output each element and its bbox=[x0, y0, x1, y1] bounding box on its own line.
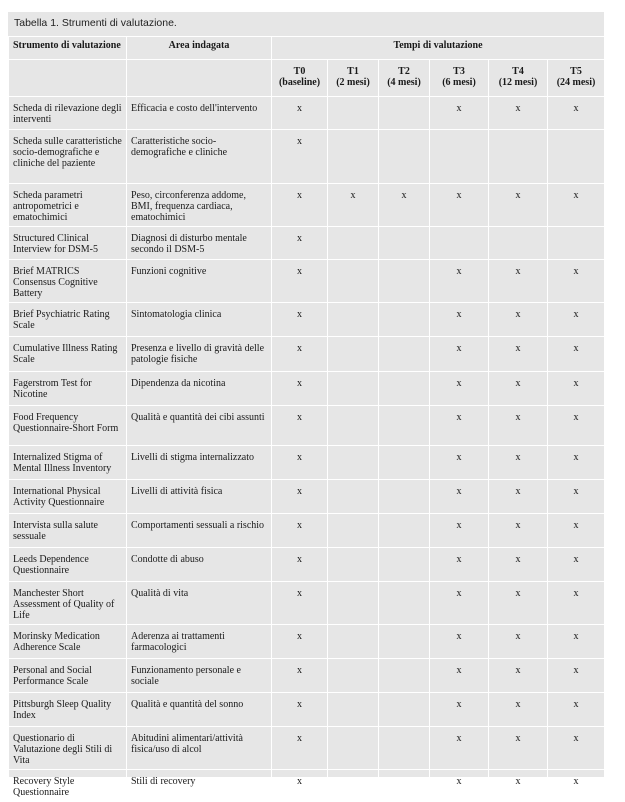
area-cell: Presenza e livello di gravità delle patologie fisiche bbox=[127, 337, 272, 372]
timepoint-mark-t4: x bbox=[489, 303, 548, 337]
timepoint-mark-t4: x bbox=[489, 770, 548, 802]
area-cell: Diagnosi di disturbo mentale secondo il DSM-5 bbox=[127, 227, 272, 260]
timepoint-mark-t3: x bbox=[430, 582, 489, 625]
header-time-t3 bbox=[430, 60, 489, 97]
timepoint-mark-t3: x bbox=[430, 727, 489, 770]
timepoint-mark-t5: x bbox=[548, 406, 605, 446]
timepoint-mark-t1 bbox=[328, 130, 379, 184]
header-row-group bbox=[9, 37, 605, 60]
timepoint-mark-t4: x bbox=[489, 184, 548, 227]
assessment-table bbox=[8, 36, 605, 802]
timepoint-mark-t0: x bbox=[272, 184, 328, 227]
timepoint-mark-t0: x bbox=[272, 514, 328, 548]
table-row bbox=[9, 693, 605, 727]
timepoint-mark-t4: x bbox=[489, 693, 548, 727]
timepoint-mark-t2 bbox=[379, 130, 430, 184]
table-row bbox=[9, 97, 605, 130]
timepoint-mark-t5: x bbox=[548, 260, 605, 303]
timepoint-mark-t2 bbox=[379, 303, 430, 337]
area-cell: Aderenza ai trattamenti farmacologici bbox=[127, 625, 272, 659]
time-label: T2 bbox=[398, 66, 410, 77]
table-row bbox=[9, 480, 605, 514]
timepoint-mark-t2 bbox=[379, 446, 430, 480]
timepoint-mark-t3: x bbox=[430, 260, 489, 303]
area-cell: Dipendenza da nicotina bbox=[127, 372, 272, 406]
timepoint-mark-t1 bbox=[328, 260, 379, 303]
instrument-cell: Structured Clinical Interview for DSM-5 bbox=[9, 227, 127, 260]
time-sublabel: (6 mesi) bbox=[442, 77, 476, 88]
area-cell: Condotte di abuso bbox=[127, 548, 272, 582]
timepoint-mark-t3: x bbox=[430, 659, 489, 693]
header-instrument: Strumento di valutazione bbox=[9, 37, 127, 60]
timepoint-mark-t2 bbox=[379, 659, 430, 693]
timepoint-mark-t4: x bbox=[489, 372, 548, 406]
timepoint-mark-t5 bbox=[548, 130, 605, 184]
table-row bbox=[9, 625, 605, 659]
table-row bbox=[9, 260, 605, 303]
timepoint-mark-t3: x bbox=[430, 337, 489, 372]
timepoint-mark-t2 bbox=[379, 406, 430, 446]
timepoint-mark-t1 bbox=[328, 97, 379, 130]
table-row bbox=[9, 130, 605, 184]
timepoint-mark-t5: x bbox=[548, 625, 605, 659]
timepoint-mark-t1: x bbox=[328, 184, 379, 227]
timepoint-mark-t0: x bbox=[272, 446, 328, 480]
timepoint-mark-t4: x bbox=[489, 727, 548, 770]
table-container bbox=[8, 12, 604, 798]
timepoint-mark-t1 bbox=[328, 625, 379, 659]
area-cell: Livelli di attività fisica bbox=[127, 480, 272, 514]
timepoint-mark-t4: x bbox=[489, 337, 548, 372]
timepoint-mark-t1 bbox=[328, 227, 379, 260]
timepoint-mark-t0: x bbox=[272, 372, 328, 406]
timepoint-mark-t4: x bbox=[489, 260, 548, 303]
timepoint-mark-t0: x bbox=[272, 337, 328, 372]
timepoint-mark-t5: x bbox=[548, 727, 605, 770]
timepoint-mark-t0: x bbox=[272, 548, 328, 582]
timepoint-mark-t2 bbox=[379, 693, 430, 727]
timepoint-mark-t5: x bbox=[548, 337, 605, 372]
table-row bbox=[9, 337, 605, 372]
timepoint-mark-t5: x bbox=[548, 514, 605, 548]
timepoint-mark-t2 bbox=[379, 582, 430, 625]
instrument-cell: Leeds Dependence Questionnaire bbox=[9, 548, 127, 582]
area-cell: Sintomatologia clinica bbox=[127, 303, 272, 337]
timepoint-mark-t3: x bbox=[430, 184, 489, 227]
area-cell: Qualità e quantità del sonno bbox=[127, 693, 272, 727]
instrument-cell: Fagerstrom Test for Nicotine bbox=[9, 372, 127, 406]
timepoint-mark-t0: x bbox=[272, 582, 328, 625]
header-time-t4 bbox=[489, 60, 548, 97]
table-row bbox=[9, 514, 605, 548]
table-row bbox=[9, 582, 605, 625]
timepoint-mark-t0: x bbox=[272, 727, 328, 770]
time-label: T3 bbox=[453, 66, 465, 77]
time-label: T1 bbox=[347, 66, 359, 77]
timepoint-mark-t1 bbox=[328, 446, 379, 480]
instrument-cell: Scheda di rilevazione degli interventi bbox=[9, 97, 127, 130]
header-blank bbox=[127, 60, 272, 97]
timepoint-mark-t0: x bbox=[272, 770, 328, 802]
table-row bbox=[9, 227, 605, 260]
timepoint-mark-t5: x bbox=[548, 659, 605, 693]
timepoint-mark-t0: x bbox=[272, 659, 328, 693]
table-row bbox=[9, 184, 605, 227]
timepoint-mark-t4: x bbox=[489, 659, 548, 693]
timepoint-mark-t4: x bbox=[489, 97, 548, 130]
table-row bbox=[9, 303, 605, 337]
header-time-t5 bbox=[548, 60, 605, 97]
table-body bbox=[9, 97, 605, 802]
table-caption: Tabella 1. Strumenti di valutazione. bbox=[14, 17, 177, 29]
timepoint-mark-t5: x bbox=[548, 372, 605, 406]
timepoint-mark-t2 bbox=[379, 727, 430, 770]
instrument-cell: Personal and Social Performance Scale bbox=[9, 659, 127, 693]
timepoint-mark-t2 bbox=[379, 625, 430, 659]
timepoint-mark-t1 bbox=[328, 693, 379, 727]
header-area: Area indagata bbox=[127, 37, 272, 60]
time-label: T5 bbox=[570, 66, 582, 77]
timepoint-mark-t5: x bbox=[548, 548, 605, 582]
timepoint-mark-t2 bbox=[379, 227, 430, 260]
area-cell: Stili di recovery bbox=[127, 770, 272, 802]
timepoint-mark-t0: x bbox=[272, 480, 328, 514]
timepoint-mark-t3 bbox=[430, 227, 489, 260]
instrument-cell: International Physical Activity Questionnaire bbox=[9, 480, 127, 514]
timepoint-mark-t4 bbox=[489, 130, 548, 184]
timepoint-mark-t1 bbox=[328, 582, 379, 625]
timepoint-mark-t3: x bbox=[430, 303, 489, 337]
area-cell: Peso, circonferenza addome, BMI, frequenza cardiaca, ematochimici bbox=[127, 184, 272, 227]
timepoint-mark-t3: x bbox=[430, 693, 489, 727]
timepoint-mark-t2 bbox=[379, 548, 430, 582]
timepoint-mark-t1 bbox=[328, 548, 379, 582]
timepoint-mark-t1 bbox=[328, 727, 379, 770]
timepoint-mark-t5: x bbox=[548, 770, 605, 802]
instrument-cell: Cumulative Illness Rating Scale bbox=[9, 337, 127, 372]
instrument-cell: Brief Psychiatric Rating Scale bbox=[9, 303, 127, 337]
timepoint-mark-t0: x bbox=[272, 693, 328, 727]
header-time-t2 bbox=[379, 60, 430, 97]
timepoint-mark-t4: x bbox=[489, 480, 548, 514]
timepoint-mark-t0: x bbox=[272, 625, 328, 659]
area-cell: Qualità e quantità dei cibi assunti bbox=[127, 406, 272, 446]
table-row bbox=[9, 727, 605, 770]
timepoint-mark-t3: x bbox=[430, 514, 489, 548]
header-blank bbox=[9, 60, 127, 97]
timepoint-mark-t2 bbox=[379, 480, 430, 514]
timepoint-mark-t0: x bbox=[272, 406, 328, 446]
timepoint-mark-t3: x bbox=[430, 97, 489, 130]
timepoint-mark-t4: x bbox=[489, 514, 548, 548]
area-cell: Qualità di vita bbox=[127, 582, 272, 625]
area-cell: Funzioni cognitive bbox=[127, 260, 272, 303]
instrument-cell: Manchester Short Assessment of Quality of Life bbox=[9, 582, 127, 625]
timepoint-mark-t4: x bbox=[489, 625, 548, 659]
timepoint-mark-t5: x bbox=[548, 693, 605, 727]
time-sublabel: (12 mesi) bbox=[498, 77, 538, 88]
area-cell: Efficacia e costo dell'intervento bbox=[127, 97, 272, 130]
time-label: T4 bbox=[512, 66, 524, 77]
timepoint-mark-t5: x bbox=[548, 480, 605, 514]
timepoint-mark-t1 bbox=[328, 659, 379, 693]
timepoint-mark-t2 bbox=[379, 514, 430, 548]
time-sublabel: (baseline) bbox=[278, 77, 321, 88]
instrument-cell: Recovery Style Questionnaire bbox=[9, 770, 127, 802]
table-row bbox=[9, 372, 605, 406]
timepoint-mark-t3: x bbox=[430, 625, 489, 659]
table-row bbox=[9, 659, 605, 693]
timepoint-mark-t1 bbox=[328, 406, 379, 446]
timepoint-mark-t4 bbox=[489, 227, 548, 260]
area-cell: Funzionamento personale e sociale bbox=[127, 659, 272, 693]
timepoint-mark-t5: x bbox=[548, 446, 605, 480]
header-row-times bbox=[9, 60, 605, 97]
area-cell: Livelli di stigma internalizzato bbox=[127, 446, 272, 480]
timepoint-mark-t0: x bbox=[272, 97, 328, 130]
instrument-cell: Food Frequency Questionnaire-Short Form bbox=[9, 406, 127, 446]
timepoint-mark-t3: x bbox=[430, 446, 489, 480]
area-cell: Comportamenti sessuali a rischio bbox=[127, 514, 272, 548]
timepoint-mark-t5 bbox=[548, 227, 605, 260]
timepoint-mark-t5: x bbox=[548, 184, 605, 227]
instrument-cell: Brief MATRICS Consensus Cognitive Battery bbox=[9, 260, 127, 303]
timepoint-mark-t2: x bbox=[379, 184, 430, 227]
instrument-cell: Scheda parametri antropometrici e ematochimici bbox=[9, 184, 127, 227]
instrument-cell: Pittsburgh Sleep Quality Index bbox=[9, 693, 127, 727]
timepoint-mark-t1 bbox=[328, 514, 379, 548]
timepoint-mark-t5: x bbox=[548, 582, 605, 625]
header-time-t0 bbox=[272, 60, 328, 97]
timepoint-mark-t2 bbox=[379, 260, 430, 303]
instrument-cell: Intervista sulla salute sessuale bbox=[9, 514, 127, 548]
timepoint-mark-t5: x bbox=[548, 303, 605, 337]
timepoint-mark-t0: x bbox=[272, 130, 328, 184]
table-row bbox=[9, 446, 605, 480]
timepoint-mark-t1 bbox=[328, 303, 379, 337]
timepoint-mark-t0: x bbox=[272, 303, 328, 337]
timepoint-mark-t4: x bbox=[489, 446, 548, 480]
timepoint-mark-t4: x bbox=[489, 582, 548, 625]
timepoint-mark-t1 bbox=[328, 372, 379, 406]
header-time-t1 bbox=[328, 60, 379, 97]
timepoint-mark-t4: x bbox=[489, 548, 548, 582]
time-sublabel: (24 mesi) bbox=[556, 77, 596, 88]
timepoint-mark-t2 bbox=[379, 337, 430, 372]
timepoint-mark-t3 bbox=[430, 130, 489, 184]
instrument-cell: Questionario di Valutazione degli Stili di Vita bbox=[9, 727, 127, 770]
timepoint-mark-t1 bbox=[328, 337, 379, 372]
timepoint-mark-t1 bbox=[328, 770, 379, 802]
table-row bbox=[9, 770, 605, 802]
table-row bbox=[9, 406, 605, 446]
time-sublabel: (4 mesi) bbox=[387, 77, 421, 88]
area-cell: Caratteristiche socio-demografiche e cliniche bbox=[127, 130, 272, 184]
header-times-group: Tempi di valutazione bbox=[272, 37, 605, 60]
timepoint-mark-t1 bbox=[328, 480, 379, 514]
timepoint-mark-t3: x bbox=[430, 770, 489, 802]
timepoint-mark-t0: x bbox=[272, 227, 328, 260]
timepoint-mark-t5: x bbox=[548, 97, 605, 130]
timepoint-mark-t3: x bbox=[430, 480, 489, 514]
timepoint-mark-t2 bbox=[379, 97, 430, 130]
timepoint-mark-t2 bbox=[379, 770, 430, 802]
instrument-cell: Morinsky Medication Adherence Scale bbox=[9, 625, 127, 659]
timepoint-mark-t4: x bbox=[489, 406, 548, 446]
timepoint-mark-t3: x bbox=[430, 548, 489, 582]
timepoint-mark-t3: x bbox=[430, 406, 489, 446]
time-label: T0 bbox=[293, 66, 306, 77]
instrument-cell: Scheda sulle caratteristiche socio-demografiche e cliniche del paziente bbox=[9, 130, 127, 184]
timepoint-mark-t2 bbox=[379, 372, 430, 406]
time-sublabel: (2 mesi) bbox=[336, 77, 370, 88]
instrument-cell: Internalized Stigma of Mental Illness Inventory bbox=[9, 446, 127, 480]
timepoint-mark-t3: x bbox=[430, 372, 489, 406]
timepoint-mark-t0: x bbox=[272, 260, 328, 303]
area-cell: Abitudini alimentari/attività fisica/uso di alcol bbox=[127, 727, 272, 770]
table-row bbox=[9, 548, 605, 582]
